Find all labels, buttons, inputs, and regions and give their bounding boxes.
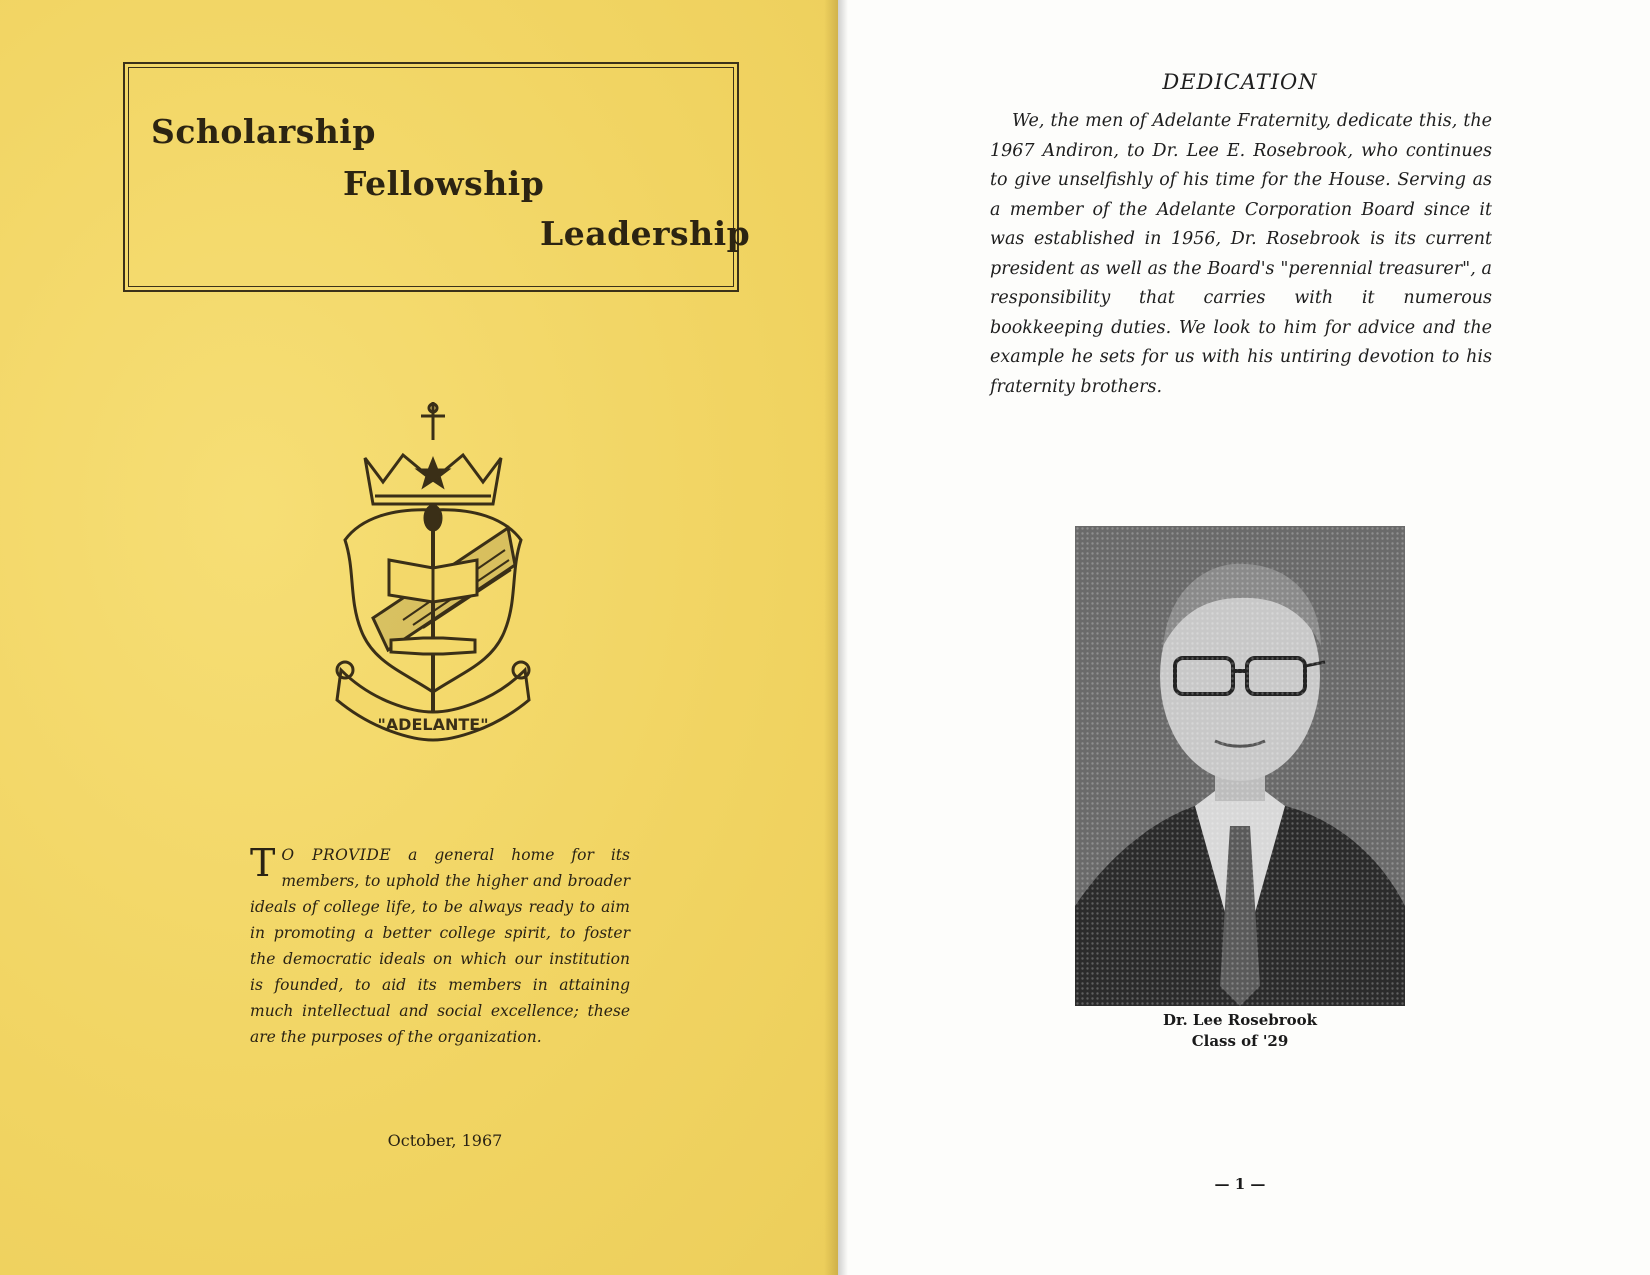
- motto-box: [123, 62, 751, 292]
- caption-class: Class of '29: [1191, 1032, 1289, 1050]
- photo-caption: [1120, 1010, 1360, 1052]
- page-number: — 1 —: [1214, 1175, 1266, 1193]
- dedication-title: DEDICATION: [1162, 70, 1318, 94]
- portrait-illustration: [1075, 526, 1405, 1006]
- portrait-photo: [1075, 526, 1405, 1006]
- cover-date: October, 1967: [387, 1131, 503, 1150]
- caption-name: Dr. Lee Rosebrook: [1162, 1011, 1318, 1029]
- crest-banner-text: "ADELANTE": [377, 715, 489, 734]
- purpose-lead: O PROVIDE: [281, 846, 392, 864]
- purpose-dropcap: T: [250, 841, 276, 885]
- motto-fellowship: Fellowship: [343, 164, 545, 203]
- purpose-text: a general home for its members, to uphold the higher and broader ideals of college life, to be always ready to aim in promoting a better college spirit, to foster the democratic ideals on which our institution is founded, to aid its members in attaining much intellectual and social excellence; these are the purposes of the organization.: [250, 846, 630, 1046]
- purpose-statement: [250, 842, 630, 1050]
- motto-scholarship: Scholarship: [151, 112, 376, 151]
- motto-leadership: Leadership: [540, 214, 751, 253]
- dedication-text: We, the men of Adelante Fraternity, dedicate this, the 1967 Andiron, to Dr. Lee E. Rosebrook, who continues to give unselfishly of his time for the House. Serving as a member of the Adelante Corporation Board since it was established in 1956, Dr. Rosebrook is its current president as well as the Board's "perennial treasurer", a responsibility that carries with it numerous bookkeeping duties. We look to him for advice and the example he sets for us with his untiring devotion to his fraternity brothers.: [990, 111, 1492, 397]
- fraternity-crest-emblem: [333, 400, 533, 746]
